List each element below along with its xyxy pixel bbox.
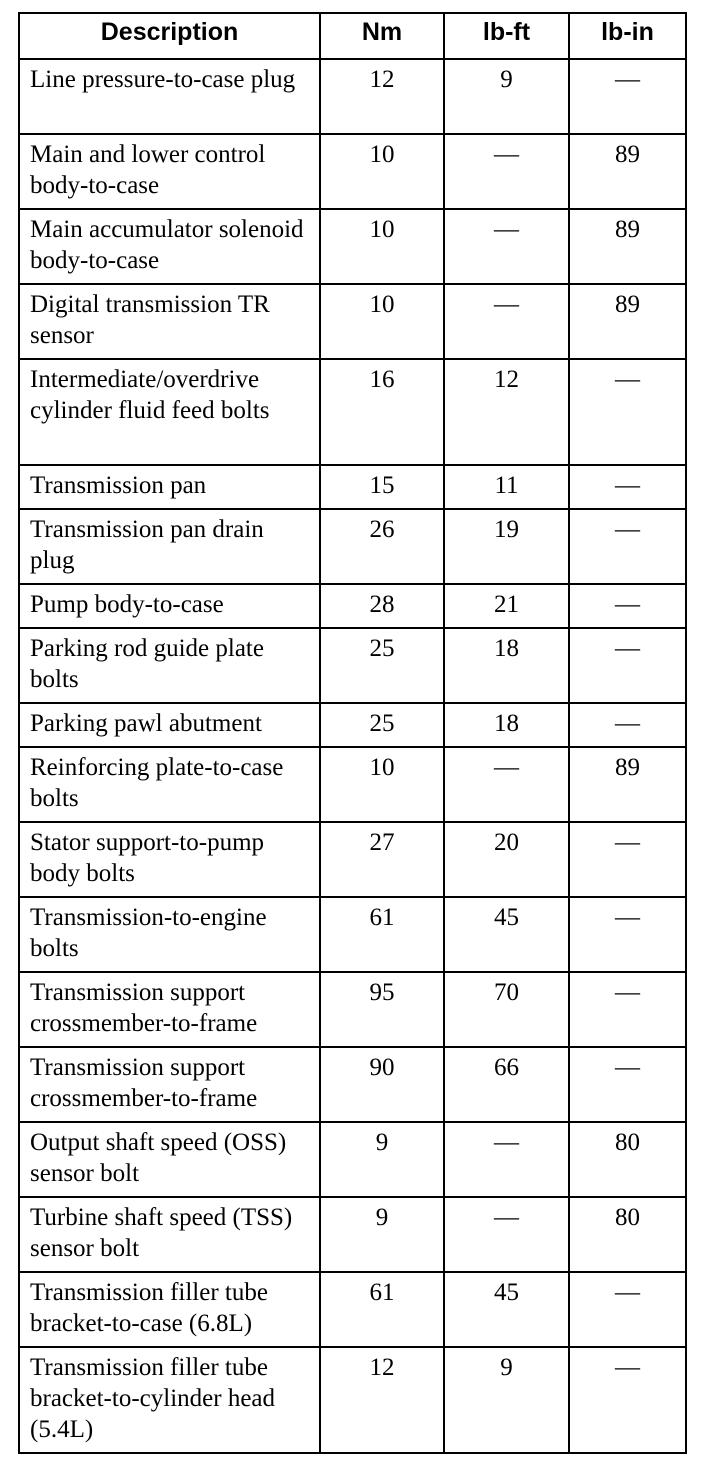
lb-in-cell: — — [569, 584, 686, 628]
lb-in-cell: 89 — [569, 284, 686, 359]
description-cell: Line pressure-to-case plug — [19, 59, 320, 134]
lb-ft-cell: — — [444, 134, 569, 209]
description-cell: Reinforcing plate-to-case bolts — [19, 747, 320, 822]
nm-cell: 15 — [320, 465, 444, 509]
nm-cell: 61 — [320, 1272, 444, 1347]
lb-in-cell: — — [569, 59, 686, 134]
lb-ft-cell: 45 — [444, 1272, 569, 1347]
lb-in-cell: — — [569, 1347, 686, 1453]
description-cell: Digital transmission TR sensor — [19, 284, 320, 359]
lb-in-cell: — — [569, 897, 686, 972]
description-cell: Stator support-to-pump body bolts — [19, 822, 320, 897]
description-cell: Turbine shaft speed (TSS) sensor bolt — [19, 1197, 320, 1272]
torque-spec-page — [18, 12, 685, 1454]
nm-cell: 25 — [320, 703, 444, 747]
table-row — [19, 1347, 686, 1453]
nm-cell: 90 — [320, 1047, 444, 1122]
lb-in-cell: 80 — [569, 1197, 686, 1272]
description-cell: Parking pawl abutment — [19, 703, 320, 747]
table-row — [19, 465, 686, 509]
table-row — [19, 584, 686, 628]
description-cell: Pump body-to-case — [19, 584, 320, 628]
lb-in-cell: 80 — [569, 1122, 686, 1197]
nm-cell: 25 — [320, 628, 444, 703]
table-row — [19, 822, 686, 897]
description-cell: Main and lower control body-to-case — [19, 134, 320, 209]
nm-cell: 10 — [320, 209, 444, 284]
description-cell: Transmission support crossmember-to-frame — [19, 1047, 320, 1122]
table-row — [19, 1122, 686, 1197]
lb-in-cell: — — [569, 509, 686, 584]
lb-ft-cell: 45 — [444, 897, 569, 972]
table-row — [19, 747, 686, 822]
nm-cell: 61 — [320, 897, 444, 972]
lb-ft-cell: — — [444, 284, 569, 359]
lb-ft-cell: 20 — [444, 822, 569, 897]
description-cell: Transmission pan drain plug — [19, 509, 320, 584]
lb-in-cell: — — [569, 703, 686, 747]
description-cell: Parking rod guide plate bolts — [19, 628, 320, 703]
description-cell: Transmission-to-engine bolts — [19, 897, 320, 972]
header-lb-ft: lb-ft — [444, 13, 569, 59]
lb-in-cell: 89 — [569, 209, 686, 284]
header-lb-in: lb-in — [569, 13, 686, 59]
nm-cell: 16 — [320, 359, 444, 465]
table-row — [19, 509, 686, 584]
description-cell: Transmission filler tube bracket-to-cylinder head (5.4L) — [19, 1347, 320, 1453]
description-cell: Intermediate/overdrive cylinder fluid feed bolts — [19, 359, 320, 465]
table-row — [19, 359, 686, 465]
table-row — [19, 134, 686, 209]
table-row — [19, 628, 686, 703]
lb-ft-cell: 21 — [444, 584, 569, 628]
table-row — [19, 1197, 686, 1272]
lb-ft-cell: 11 — [444, 465, 569, 509]
lb-in-cell: — — [569, 1047, 686, 1122]
nm-cell: 95 — [320, 972, 444, 1047]
description-cell: Output shaft speed (OSS) sensor bolt — [19, 1122, 320, 1197]
lb-in-cell: — — [569, 359, 686, 465]
description-cell: Transmission support crossmember-to-frame — [19, 972, 320, 1047]
description-cell: Transmission pan — [19, 465, 320, 509]
nm-cell: 10 — [320, 747, 444, 822]
lb-ft-cell: 18 — [444, 628, 569, 703]
table-header-row — [19, 13, 686, 59]
nm-cell: 12 — [320, 59, 444, 134]
lb-ft-cell: 18 — [444, 703, 569, 747]
lb-ft-cell: 19 — [444, 509, 569, 584]
table-row — [19, 897, 686, 972]
lb-in-cell: — — [569, 465, 686, 509]
header-description: Description — [19, 13, 320, 59]
lb-in-cell: 89 — [569, 747, 686, 822]
lb-in-cell: — — [569, 972, 686, 1047]
nm-cell: 28 — [320, 584, 444, 628]
nm-cell: 10 — [320, 284, 444, 359]
nm-cell: 9 — [320, 1197, 444, 1272]
lb-ft-cell: 12 — [444, 359, 569, 465]
lb-ft-cell: — — [444, 1197, 569, 1272]
lb-in-cell: — — [569, 1272, 686, 1347]
table-row — [19, 703, 686, 747]
table-row — [19, 209, 686, 284]
lb-ft-cell: 66 — [444, 1047, 569, 1122]
nm-cell: 12 — [320, 1347, 444, 1453]
lb-ft-cell: — — [444, 209, 569, 284]
description-cell: Main accumulator solenoid body-to-case — [19, 209, 320, 284]
lb-ft-cell: 70 — [444, 972, 569, 1047]
table-row — [19, 59, 686, 134]
lb-ft-cell: — — [444, 1122, 569, 1197]
description-cell: Transmission filler tube bracket-to-case (6.8L) — [19, 1272, 320, 1347]
table-row — [19, 972, 686, 1047]
header-nm: Nm — [320, 13, 444, 59]
lb-in-cell: — — [569, 628, 686, 703]
table-row — [19, 1272, 686, 1347]
nm-cell: 10 — [320, 134, 444, 209]
torque-specification-table — [18, 12, 687, 1454]
nm-cell: 26 — [320, 509, 444, 584]
lb-ft-cell: — — [444, 747, 569, 822]
table-row — [19, 1047, 686, 1122]
lb-ft-cell: 9 — [444, 1347, 569, 1453]
nm-cell: 27 — [320, 822, 444, 897]
table-row — [19, 284, 686, 359]
lb-in-cell: — — [569, 822, 686, 897]
lb-in-cell: 89 — [569, 134, 686, 209]
lb-ft-cell: 9 — [444, 59, 569, 134]
nm-cell: 9 — [320, 1122, 444, 1197]
